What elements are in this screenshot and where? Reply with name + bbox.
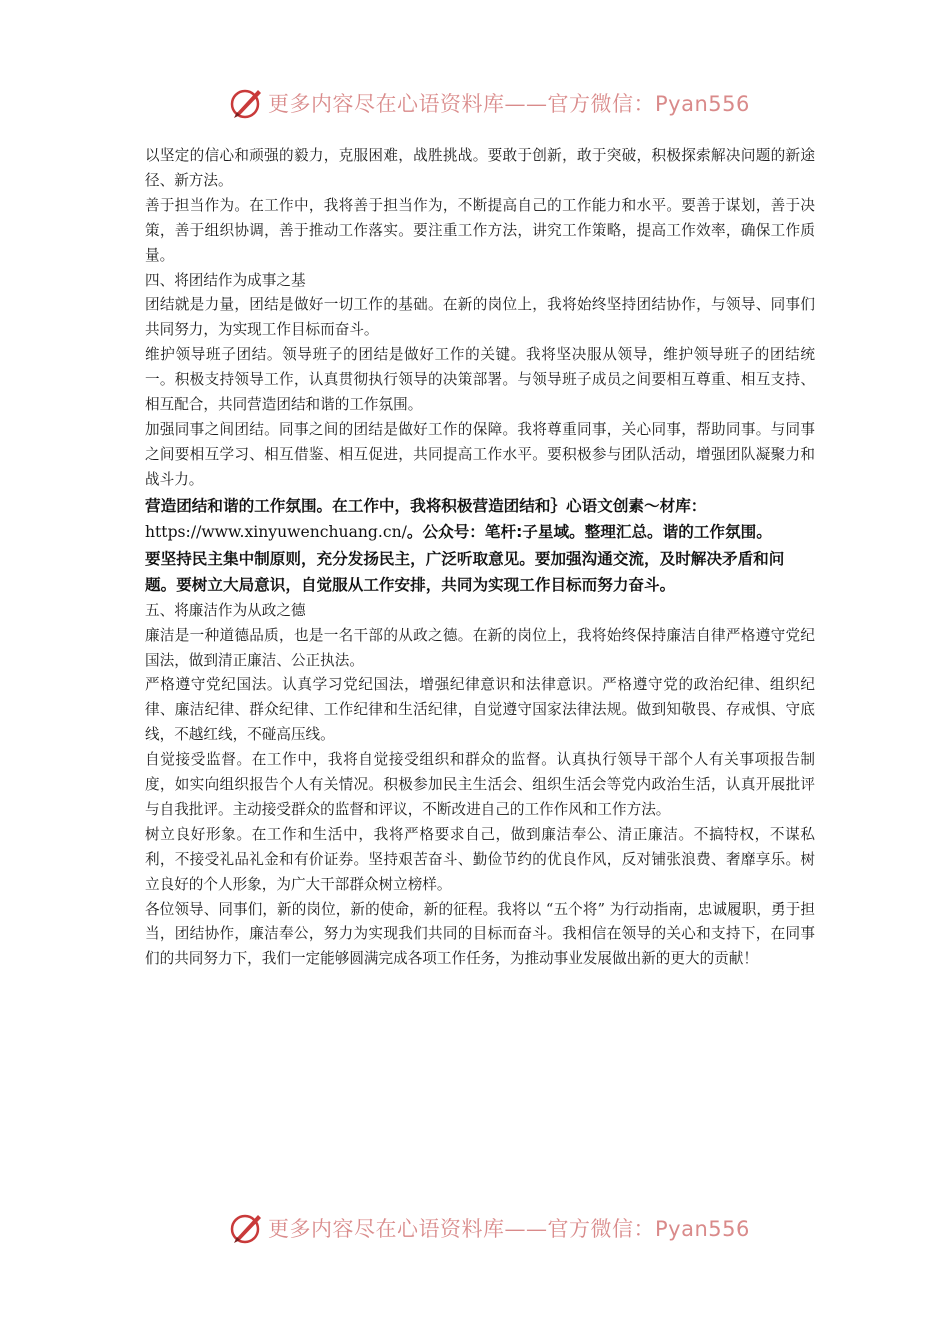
- paragraph: 廉洁是一种道德品质，也是一名干部的从政之德。在新的岗位上，我将始终保持廉洁自律严格遵守党纪国法，做到清正廉洁、公正执法。: [145, 626, 815, 669]
- paragraph: 维护领导班子团结。领导班子的团结是做好工作的关键。我将坚决服从领导，维护领导班子的团结统一。积极支持领导工作，认真贯彻执行领导的决策部署。与领导班子成员之间要相互尊重、相互支持、相互配合，共同营造团结和谐的工作氛围。: [145, 346, 815, 414]
- pen-logo-icon: [228, 85, 264, 121]
- inserted-line: 营造团结和谐的工作氛围。在工作中，我将积极营造团结和｝心语文创素～材库：: [145, 496, 707, 515]
- pen-logo-icon: [228, 1210, 264, 1246]
- inserted-line: 要坚持民主集中制原则，充分发扬民主，广泛听取意见。要加强沟通交流，及时解决矛盾和问题。要树立大局意识，自觉服从工作安排，共同为实现工作目标而努力奋斗。: [145, 549, 785, 595]
- document-body: [145, 144, 815, 972]
- watermark-text: 更多内容尽在心语资料库——官方微信：: [268, 1217, 655, 1241]
- watermark-footer: [228, 1208, 750, 1248]
- inserted-line: 。公众号：笔杆:子星域。整理汇总。谐的工作氛围。: [406, 523, 772, 542]
- inserted-ad-block: [145, 493, 815, 599]
- paragraph: 自觉接受监督。在工作中，我将自觉接受组织和群众的监督。认真执行领导干部个人有关事项报告制度，如实向组织报告个人有关情况。积极参加民主生活会、组织生活会等党内政治生活，认真开展批评与自我批评。主动接受群众的监督和评议，不断改进自己的工作作风和工作方法。: [145, 751, 815, 818]
- paragraph: 以坚定的信心和顽强的毅力，克服困难，战胜挑战。要敢于创新，敢于突破，积极探索解决问题的新途径、新方法。: [145, 147, 815, 189]
- paragraph: 各位领导、同事们，新的岗位，新的使命，新的征程。我将以 “五个将” 为行动指南，忠诚履职，勇于担当，团结协作，廉洁奉公，努力为实现我们共同的目标而奋斗。我相信在领导的关心和支持下，在同事们的共同努力下，我们一定能够圆满完成各项工作任务，为推动事业发展做出新的更大的贡献！: [145, 900, 815, 968]
- paragraph: 团结就是力量，团结是做好一切工作的基础。在新的岗位上，我将始终坚持团结协作，与领导、同事们共同努力，为实现工作目标而奋斗。: [145, 296, 815, 339]
- paragraph: 树立良好形象。在工作和生活中，我将严格要求自己，做到廉洁奉公、清正廉洁。不搞特权，不谋私利，不接受礼品礼金和有价证券。坚持艰苦奋斗、勤俭节约的优良作风，反对铺张浪费、奢靡享乐。树立良好的个人形象，为广大干部群众树立榜样。: [145, 825, 815, 893]
- paragraph: 善于担当作为。在工作中，我将善于担当作为，不断提高自己的工作能力和水平。要善于谋划，善于决策，善于组织协调，善于推动工作落实。要注重工作方法，讲究工作策略，提高工作效率，确保工作质量。: [145, 196, 815, 264]
- watermark-text: 更多内容尽在心语资料库——官方微信：: [268, 92, 655, 116]
- website-link[interactable]: https://www.xinyuwenchuang.cn/: [145, 523, 407, 542]
- section-heading: 四、将团结作为成事之基: [145, 271, 306, 289]
- watermark-header: [228, 83, 750, 123]
- section-heading: 五、将廉洁作为从政之德: [145, 601, 306, 619]
- watermark-wechat-id: Pyan556: [655, 1217, 750, 1241]
- paragraph: 加强同事之间团结。同事之间的团结是做好工作的保障。我将尊重同事，关心同事，帮助同事。与同事之间要相互学习、相互借鉴、相互促进，共同提高工作水平。要积极参与团队活动，增强团队凝聚力和战斗力。: [145, 420, 815, 488]
- watermark-wechat-id: Pyan556: [655, 92, 750, 116]
- paragraph: 严格遵守党纪国法。认真学习党纪国法，增强纪律意识和法律意识。严格遵守党的政治纪律、组织纪律、廉洁纪律、群众纪律、工作纪律和生活纪律，自觉遵守国家法律法规。做到知敬畏、存戒惧、守底线，不越红线，不碰高压线。: [145, 676, 815, 744]
